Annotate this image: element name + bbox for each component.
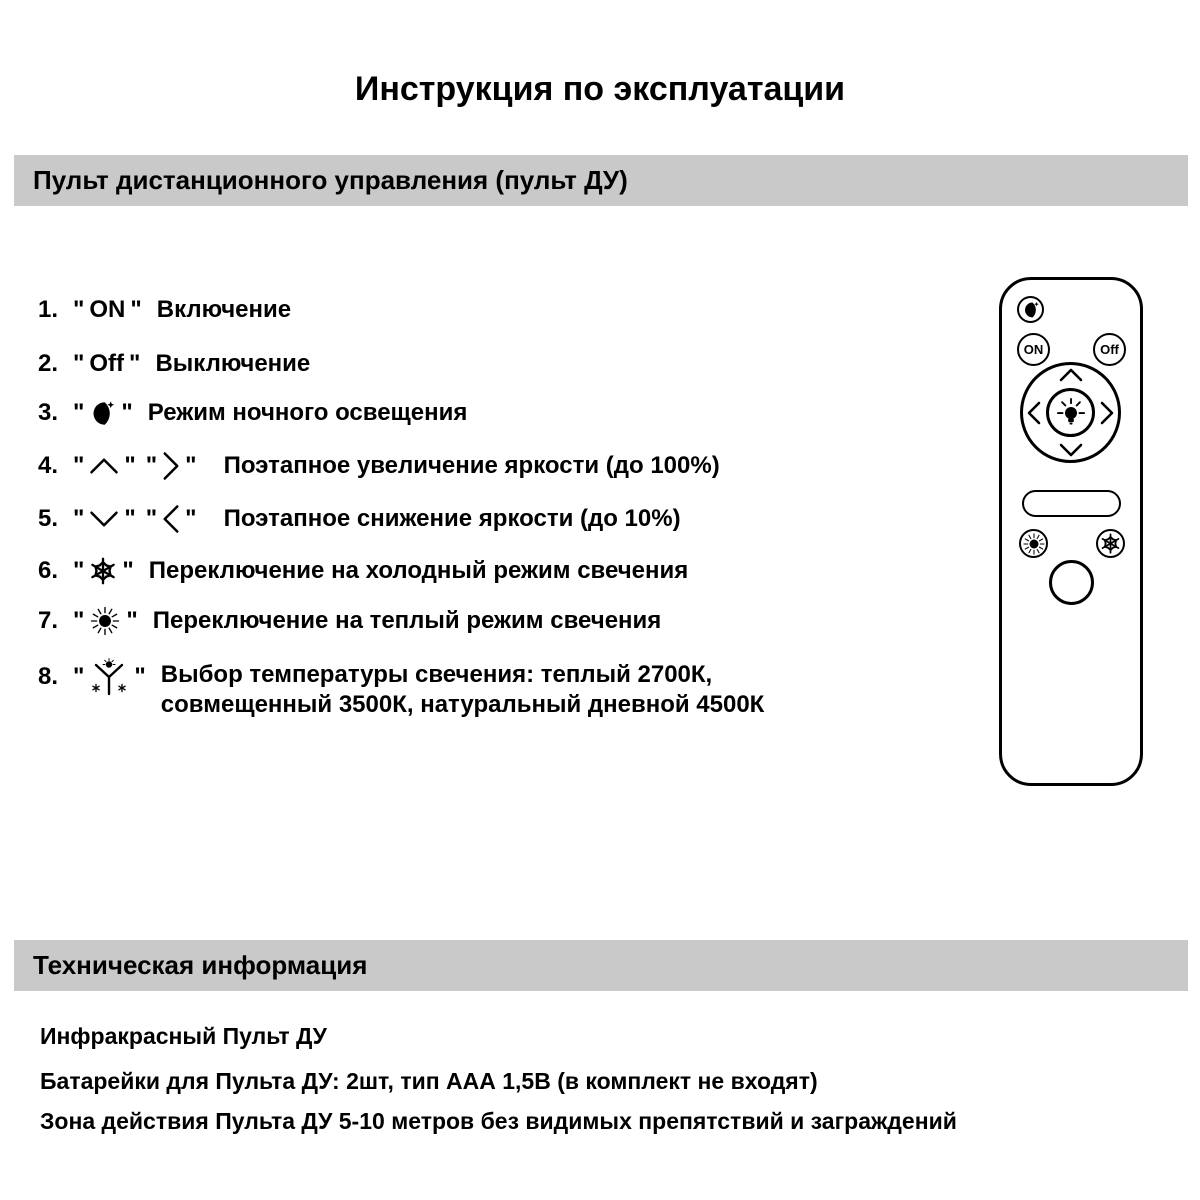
- snowflake-icon: [1100, 533, 1121, 554]
- dpad-left-icon: [1027, 400, 1041, 426]
- page-title: Инструкция по эксплуатации: [354, 70, 846, 108]
- item-number: 1.: [38, 296, 59, 323]
- dpad-up-icon: [1058, 368, 1084, 382]
- snowflake-icon: [89, 557, 117, 585]
- close-quote: ": [130, 296, 142, 323]
- close-quote: ": [126, 607, 138, 634]
- open-quote: ": [73, 350, 85, 377]
- item-number: 2.: [38, 350, 59, 377]
- close-quote: ": [134, 663, 146, 690]
- section-header-remote-label: Пульт дистанционного управления (пульт ДУ): [33, 165, 628, 195]
- list-item: [38, 660, 764, 720]
- pill-button: [1022, 490, 1121, 517]
- list-item: [38, 347, 310, 381]
- item-label: Выключение: [155, 350, 311, 377]
- tech-info-line: Батарейки для Пульта ДУ: 2шт, тип ААА 1,5В (в комплект не входят): [40, 1068, 818, 1094]
- item-label: Переключение на холодный режим свечения: [148, 557, 689, 584]
- warm-mode-button: [1019, 529, 1048, 558]
- close-quote: ": [122, 557, 134, 584]
- dpad-down-icon: [1058, 443, 1084, 457]
- off-button: [1093, 333, 1126, 366]
- item-label: Включение: [156, 296, 292, 323]
- open-quote: ": [73, 607, 85, 634]
- open-quote: ": [145, 452, 158, 479]
- item-number: 6.: [38, 557, 59, 584]
- item-label: [161, 660, 765, 720]
- item-label: Поэтапное увеличение яркости (до 100%): [223, 452, 720, 479]
- list-item: [38, 502, 681, 536]
- round-button: [1049, 560, 1094, 605]
- item-label: Поэтапное снижение яркости (до 10%): [223, 505, 681, 532]
- item-number: 3.: [38, 399, 59, 426]
- remote-control: [999, 277, 1143, 786]
- list-item: [38, 554, 688, 588]
- temp-select-icon: [89, 660, 129, 694]
- open-quote: ": [73, 452, 85, 479]
- item-label-line1: Выбор температуры свечения: теплый 2700К,: [160, 661, 713, 688]
- off-button-label: Off: [1100, 342, 1119, 357]
- item-number: 7.: [38, 607, 59, 634]
- open-quote: ": [73, 296, 85, 323]
- dpad-right-icon: [1100, 400, 1114, 426]
- cold-mode-button: [1096, 529, 1125, 558]
- open-quote: ": [73, 505, 85, 532]
- item-number: 4.: [38, 452, 59, 479]
- dpad-center-button: [1046, 388, 1095, 437]
- section-header-tech: [14, 940, 1188, 991]
- chevron-up-icon: [89, 457, 119, 475]
- close-quote: ": [124, 452, 136, 479]
- item-number: 5.: [38, 505, 59, 532]
- item-label: Переключение на теплый режим свечения: [152, 607, 662, 634]
- item-label: Режим ночного освещения: [147, 399, 468, 426]
- open-quote: ": [73, 557, 85, 584]
- on-button: [1017, 333, 1050, 366]
- night-mode-button: [1017, 296, 1044, 323]
- tech-info-line: Инфракрасный Пульт ДУ: [40, 1023, 327, 1049]
- list-item: [38, 396, 467, 430]
- open-quote: ": [145, 505, 158, 532]
- moon-icon: [89, 400, 116, 427]
- section-header-tech-label: Техническая информация: [33, 950, 368, 980]
- chevron-right-icon: [162, 451, 180, 481]
- close-quote: ": [129, 350, 141, 377]
- open-quote: ": [73, 399, 85, 426]
- chevron-down-icon: [89, 510, 119, 528]
- bulb-icon: [1056, 397, 1086, 429]
- list-item: [38, 449, 720, 483]
- item-number: 8.: [38, 663, 59, 690]
- close-quote: ": [121, 399, 133, 426]
- list-item: [38, 293, 291, 327]
- close-quote: ": [185, 505, 197, 532]
- close-quote: ": [124, 505, 136, 532]
- open-quote: ": [73, 663, 85, 690]
- tech-info-line: Зона действия Пульта ДУ 5-10 метров без видимых препятствий и заграждений: [40, 1108, 957, 1134]
- item-label-line2: совмещенный 3500К, натуральный дневной 4500К: [160, 691, 765, 718]
- button-key-label: Off: [89, 350, 125, 377]
- sun-icon: [1022, 532, 1046, 556]
- sun-icon: [89, 605, 121, 637]
- chevron-left-icon: [162, 504, 180, 534]
- section-header-remote: [14, 155, 1188, 206]
- list-item: [38, 604, 661, 638]
- close-quote: ": [185, 452, 197, 479]
- moon-icon: [1022, 301, 1040, 319]
- button-key-label: ON: [89, 296, 126, 323]
- on-button-label: ON: [1023, 342, 1044, 357]
